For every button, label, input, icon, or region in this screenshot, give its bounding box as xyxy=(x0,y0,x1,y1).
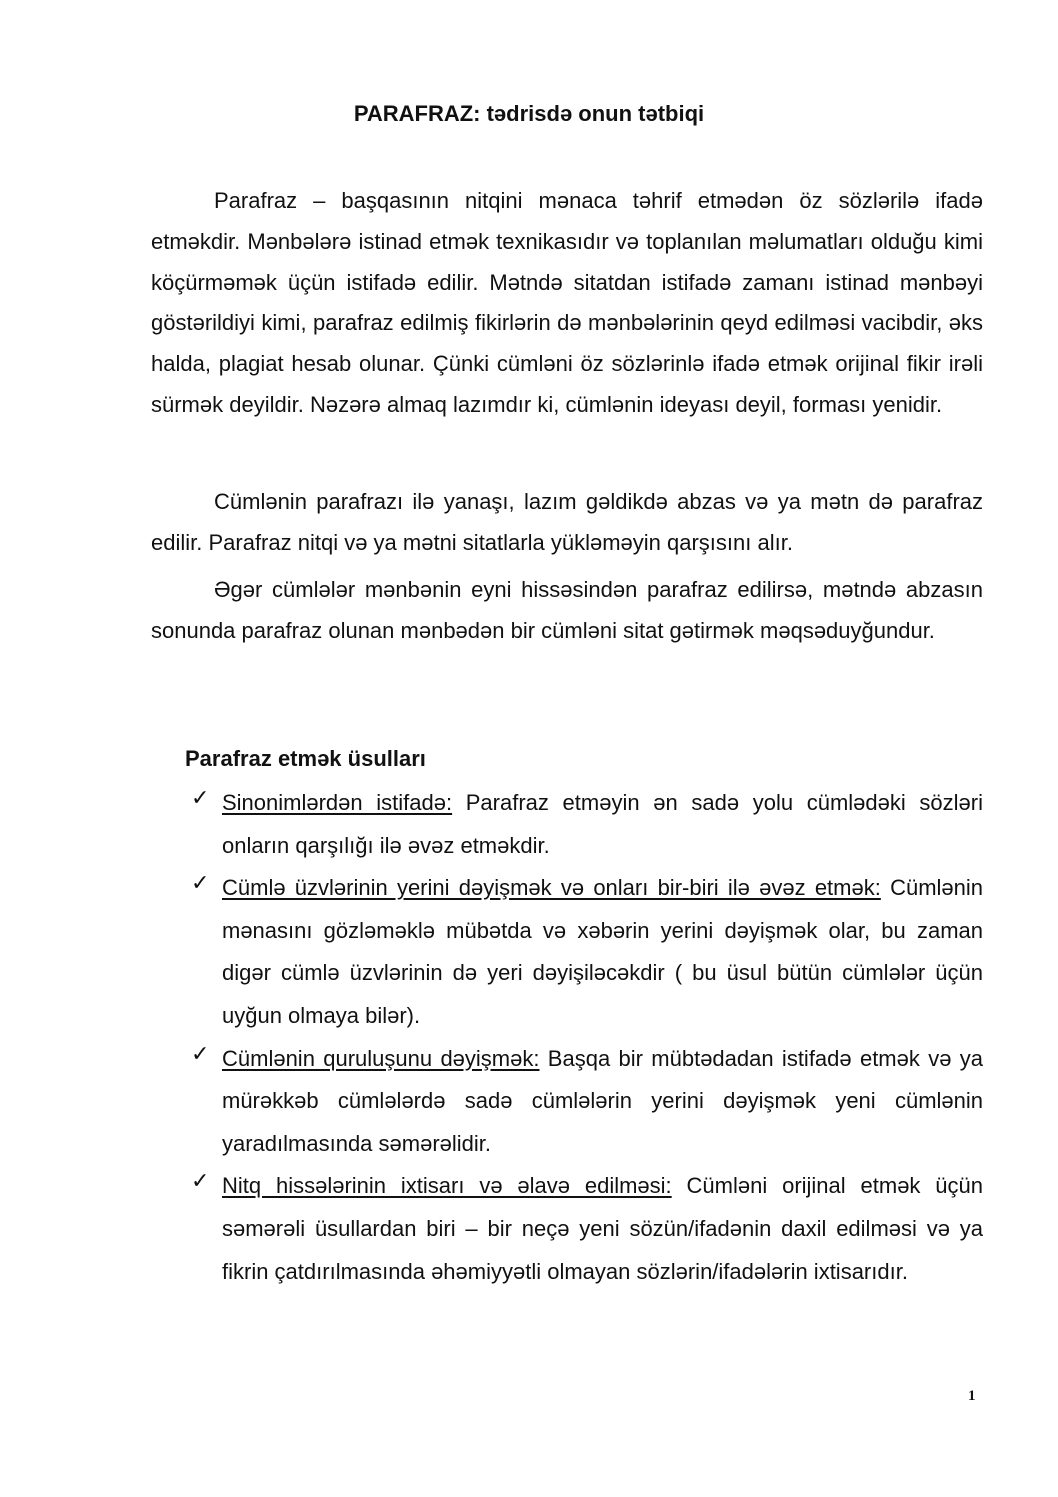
method-term: Cümlə üzvlərinin yerini dəyişmək və onları bir-biri ilə əvəz etmək: xyxy=(222,875,881,901)
document-title: PARAFRAZ: tədrisdə onun tətbiqi xyxy=(353,101,705,126)
list-item xyxy=(191,1038,983,1166)
method-description: Cümlənin mənasını gözləməklə mübətda və xəbərin yerini dəyişmək olar, bu zaman digər cümlə üzvlərinin də yeri dəyişiləcəkdir ( bu üsul bütün cümlələr üçün uyğun olmaya bilər). xyxy=(222,875,984,1028)
checkmark-icon: ✓ xyxy=(191,871,210,897)
paragraph-scope: Cümlənin parafrazı ilə yanaşı, lazım gəldikdə abzas və ya mətn də parafraz edilir. Parafraz nitqi və ya mətni sitatlarla yükləməyin qarşısını alır. xyxy=(151,489,983,555)
checkmark-icon: ✓ xyxy=(191,1041,210,1067)
list-item xyxy=(191,1165,983,1293)
method-term: Cümlənin quruluşunu dəyişmək: xyxy=(222,1045,540,1071)
checkmark-icon: ✓ xyxy=(191,1169,210,1195)
list-item xyxy=(191,782,983,867)
method-description: Parafraz etməyin ən sadə yolu cümlədəki sözləri onların qarşılığı ilə əvəz etməkdir. xyxy=(222,790,983,858)
paragraph-citation: Əgər cümlələr mənbənin eyni hissəsindən parafraz edilirsə, mətndə abzasın sonunda parafraz olunan mənbədən bir cümləni sitat gətirmək məqsəduyğundur. xyxy=(151,577,983,643)
method-term: Sinonimlərdən istifadə: xyxy=(222,790,453,815)
method-description: Cümləni orijinal etmək üçün səmərəli üsullardan biri – bir neçə yeni sözün/ifadənin daxil edilməsi və ya fikrin çatdırılmasında əhəmiyyətli olmayan sözlərin/ifadələrin ixtisarıdır. xyxy=(222,1173,984,1284)
method-term: Nitq hissələrinin ixtisarı və əlavə edilməsi: xyxy=(222,1173,672,1199)
page-number: 1 xyxy=(968,1388,976,1404)
method-description: Başqa bir mübtədadan istifadə etmək və ya mürəkkəb cümlələrdə sadə cümlələrin yerini dəyişmək yeni cümlənin yaradılmasında səmərəlidir. xyxy=(222,1045,983,1156)
list-item xyxy=(191,867,983,1037)
methods-list xyxy=(191,782,983,1293)
paragraph-definition: Parafraz – başqasının nitqini mənaca təhrif etmədən öz sözlərilə ifadə etməkdir. Mənbələrə istinad etmək texnikasıdır və toplanılan məlumatları olduğu kimi köçürməmək üçün istifadə edilir. Mətndə sitatdan istifadə zamanı istinad mənbəyi göstərildiyi kimi, parafraz edilmiş fikirlərin də mənbələrinin qeyd edilməsi vacibdir, əks halda, plagiat hesab olunar. Çünki cümləni öz sözlərinlə ifadə etmək orijinal fikir irəli sürmək deyildir. Nəzərə almaq lazımdır ki, cümlənin ideyası deyil, forması yenidir. xyxy=(151,188,983,417)
checkmark-icon: ✓ xyxy=(191,786,210,811)
methods-heading: Parafraz etmək üsulları xyxy=(185,746,426,771)
